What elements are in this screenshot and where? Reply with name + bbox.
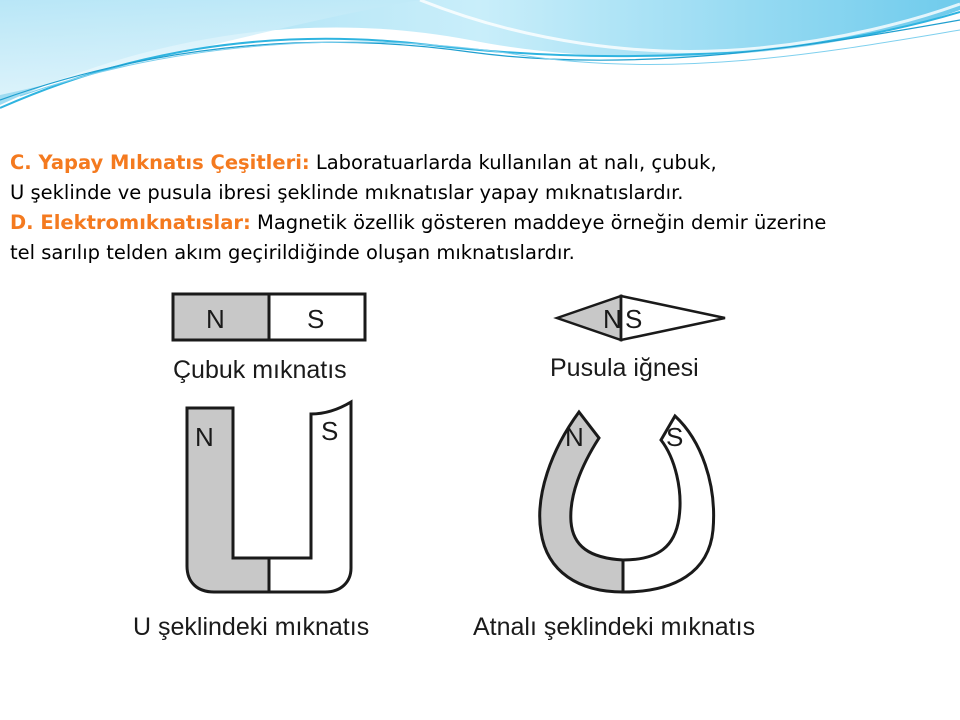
compass-needle-south-label: S <box>625 304 643 334</box>
section-c-heading: C. Yapay Mıknatıs Çeşitleri: <box>10 151 310 174</box>
section-d-text-1: Magnetik özellik gösteren maddeye örneğin demir üzerine <box>250 211 827 234</box>
section-d-line-1 <box>10 208 950 238</box>
section-c-line-1 <box>10 148 950 178</box>
bar-magnet <box>173 294 365 384</box>
bar-magnet-caption: Çubuk mıknatıs <box>173 356 347 384</box>
compass-needle <box>550 296 725 382</box>
u-magnet <box>133 402 369 641</box>
u-magnet-south-label: S <box>321 416 339 446</box>
compass-needle-north-label: N <box>603 304 622 334</box>
bar-magnet-north-label: N <box>206 304 225 334</box>
u-magnet-north-label: N <box>195 422 214 452</box>
horseshoe-magnet-north-label: N <box>565 422 584 452</box>
horseshoe-magnet-south-label: S <box>666 422 684 452</box>
horseshoe-magnet <box>473 412 755 641</box>
section-d-line-2: tel sarılıp telden akım geçirildiğinde oluşan mıknatıslardır. <box>10 241 575 264</box>
section-d-heading: D. Elektromıknatıslar: <box>10 211 251 234</box>
header-wave-decoration <box>0 0 960 130</box>
section-c-line-2: U şeklinde ve pusula ibresi şeklinde mıknatıslar yapay mıknatıslardır. <box>10 181 684 204</box>
section-c-text-1: Laboratuarlarda kullanılan at nalı, çubuk, <box>309 151 717 174</box>
u-magnet-caption: U şeklindeki mıknatıs <box>133 613 370 641</box>
bar-magnet-south-label: S <box>307 304 325 334</box>
magnet-types-figure <box>129 290 791 648</box>
u-magnet-south-arm <box>269 402 351 592</box>
compass-needle-caption: Pusula iğnesi <box>550 354 699 382</box>
horseshoe-magnet-caption: Atnalı şeklindeki mıknatıs <box>473 613 756 641</box>
slide-body-text <box>10 148 950 268</box>
